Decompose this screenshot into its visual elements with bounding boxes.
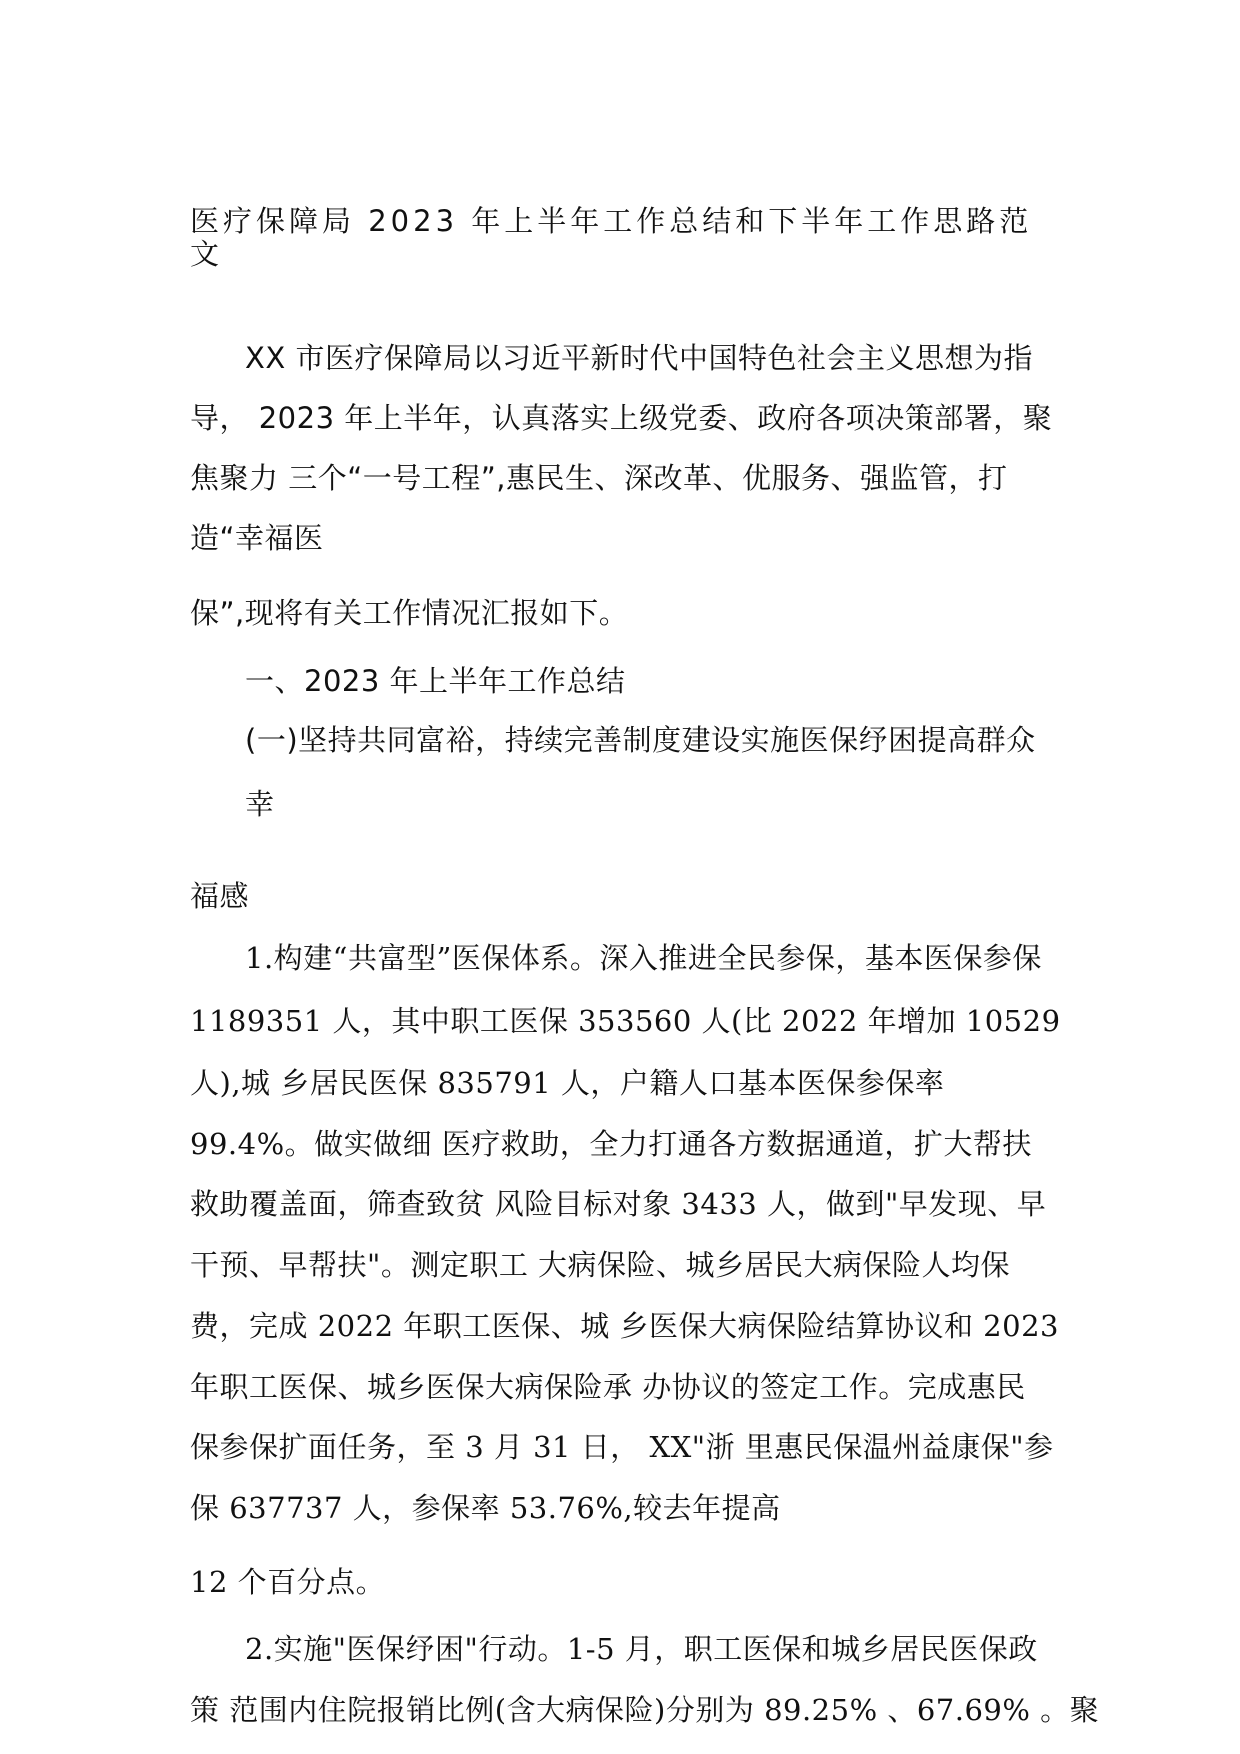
item-1-line-1: 1.构建“共富型”医保体系。深入推进全民参保，基本医保参保	[245, 941, 1042, 975]
item-1-line-5: 救助覆盖面，筛查致贫 风险目标对象 3433 人，做到"早发现、早	[190, 1187, 1047, 1221]
document-title-line-2: 文	[190, 237, 224, 271]
paragraph-1-line-1: XX 市医疗保障局以习近平新时代中国特色社会主义思想为指	[245, 341, 1033, 375]
item-2-line-1: 2.实施"医保纾困"行动。1-5 月，职工医保和城乡居民医保政	[245, 1632, 1038, 1666]
item-1-line-2: 1189351 人，其中职工医保 353560 人(比 2022 年增加 10529	[190, 1004, 1061, 1038]
item-1-line-11: 12 个百分点。	[190, 1565, 386, 1599]
item-1-line-7: 费，完成 2022 年职工医保、城 乡医保大病保险结算协议和 2023	[190, 1309, 1059, 1343]
item-1-line-10: 保 637737 人，参保率 53.76%,较去年提高	[190, 1491, 781, 1525]
paragraph-1-line-4: 造“幸福医	[190, 521, 324, 555]
subsection-heading-1-line-1: (一)坚持共同富裕，持续完善制度建设实施医保纾困提高群众	[245, 723, 1036, 757]
document-title-line-1: 医疗保障局 2023 年上半年工作总结和下半年工作思路范	[190, 204, 1033, 238]
item-1-line-9: 保参保扩面任务，至 3 月 31 日， XX"浙 里惠民保温州益康保"参	[190, 1430, 1054, 1464]
paragraph-1-line-2: 导， 2023 年上半年，认真落实上级党委、政府各项决策部署，聚	[190, 401, 1053, 435]
paragraph-1-line-3: 焦聚力 三个“一号工程”,惠民生、深改革、优服务、强监管，打	[190, 461, 1008, 495]
item-1-line-6: 干预、早帮扶"。测定职工 大病保险、城乡居民大病保险人均保	[190, 1248, 1011, 1282]
section-heading-1: 一、2023 年上半年工作总结	[245, 664, 626, 698]
item-1-line-8: 年职工医保、城乡医保大病保险承 办协议的签定工作。完成惠民	[190, 1370, 1026, 1404]
item-1-line-4: 99.4%。做实做细 医疗救助，全力打通各方数据通道，扩大帮扶	[190, 1127, 1032, 1161]
paragraph-1-line-5: 保”,现将有关工作情况汇报如下。	[190, 596, 629, 630]
subsection-heading-1-line-3: 福感	[190, 879, 250, 913]
item-1-line-3: 人),城 乡居民医保 835791 人，户籍人口基本医保参保率	[190, 1066, 945, 1100]
subsection-heading-1-line-2: 幸	[245, 787, 275, 821]
item-2-line-2: 策 范围内住院报销比例(含大病保险)分别为 89.25% 、67.69% 。聚	[190, 1693, 1100, 1727]
